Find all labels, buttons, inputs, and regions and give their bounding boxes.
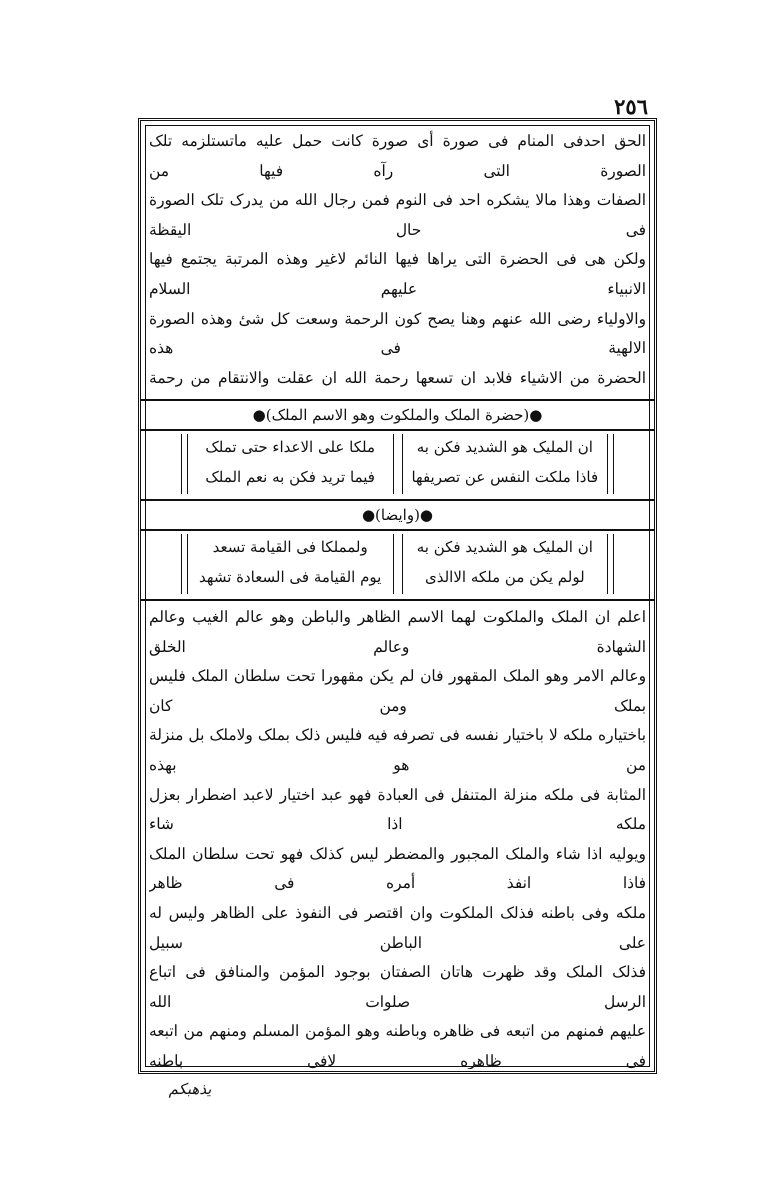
poem-hemistich-left: [195, 532, 385, 596]
poem-divider: [393, 434, 403, 494]
poem-hemistich-left: [195, 432, 385, 496]
text-line: الصفات وهذا مالا یشکره احد فی النوم فمن رجال الله من یدرک تلک الصورة فی حال الیقظة: [149, 191, 646, 239]
poem-border-right: [607, 434, 614, 494]
text-line: المثابة فی ملکه منزلة المتنفل فی العبادة فهو عبد اختیار لاعبد اضطرار بعزل ملکه اذا شاء: [149, 785, 646, 834]
poem-line: فاذا ملکت النفس عن تصریفها: [411, 468, 599, 486]
text-line: والاولیاء رضی الله عنهم وهنا یصح کون الرحمة وسعت کل شیٔ وهذه الصورة الالهیة فی هذه: [149, 309, 646, 358]
section-heading-aydan: ●(وایضا)●: [361, 506, 434, 524]
text-line: الحضرة من الاشیاء فلابد ان تسعها رحمة الله ان عقلت والانتقام من رحمة: [149, 368, 646, 387]
text-line: ولکن هی فی الحضرة التی یراها فیها النائم لاغیر وهذه المرتبة یجتمع فیها الانبیاء علیهم السلام: [149, 250, 646, 298]
divider-rule: [141, 399, 654, 401]
divider-rule: [141, 429, 654, 431]
text-block-main: [149, 603, 646, 1069]
poem-line: لولم یکن من ملکه الاالذی: [424, 568, 585, 586]
page-number: ٢٥٦: [614, 94, 648, 119]
poem-line: ان الملیک هو الشدید فکن به: [416, 538, 593, 556]
text-line: ملکه وفی باطنه فذلک الملکوت وان اقتصر فی النفوذ علی الظاهر ولیس له علی الباطن سبیل: [149, 903, 646, 952]
poem-line: ملکا علی الاعداء حتی تملک: [205, 438, 375, 456]
divider-rule: [141, 499, 654, 501]
text-block-intro: [149, 127, 646, 397]
text-line: فذلک الملک وقد ظهرت هاتان الصفتان بوجود المؤمن والمنافق فی اتباع الرسل صلوات الله: [149, 963, 646, 1011]
poem-block-1: [195, 432, 600, 496]
poem-line: ان الملیک هو الشدید فکن به: [416, 438, 593, 456]
poem-line: ولمملکا فی القیامة تسعد: [212, 538, 368, 556]
text-line: علیهم فمنهم من اتبعه فی ظاهره وباطنه وهو المؤمن المسلم ومنهم من اتبعه فی ظاهره لافی باطنه: [149, 1022, 646, 1069]
catchword: یذهبکم: [168, 1080, 212, 1098]
poem-line: فیما ترید فکن به نعم الملک: [205, 468, 375, 486]
poem-border-right: [607, 534, 614, 594]
divider-rule: [141, 599, 654, 601]
poem-divider: [393, 534, 403, 594]
section-heading-malik: ●(حضرة الملک والملکوت وهو الاسم الملک)●: [252, 406, 543, 424]
text-line: وعالم الامر وهو الملک المقهور فان لم یکن مقهورا تحت سلطان الملک فلیس بملک ومن کان: [149, 667, 646, 715]
poem-hemistich-right: [410, 432, 600, 496]
poem-border-left: [181, 534, 188, 594]
poem-hemistich-right: [410, 532, 600, 596]
text-line: باختیاره ملکه لا باختیار نفسه فی تصرفه فیه فلیس ذلک بملک ولاملک بل منزلة من هو بهذه: [149, 726, 646, 774]
text-line: ویولیه اذا شاء والملک المجبور والمضطر لیس کذلک فهو تحت سلطان الملک فاذا انفذ أمره فی ظاهر: [149, 844, 646, 893]
divider-rule: [141, 529, 654, 531]
poem-line: یوم القیامة فی السعادة تشهد: [199, 568, 382, 586]
text-line: الحق احدفی المنام فی صورة أی صورة کانت حمل علیه ماتستلزمه تلک الصورة التی رآه فیها من: [149, 132, 646, 180]
poem-border-left: [181, 434, 188, 494]
text-line: اعلم ان الملک والملکوت لهما الاسم الظاهر والباطن وهو عالم الغیب وعالم الشهادة وعالم الخلق: [149, 608, 646, 656]
poem-block-2: [195, 532, 600, 596]
page-frame: [138, 118, 657, 1074]
